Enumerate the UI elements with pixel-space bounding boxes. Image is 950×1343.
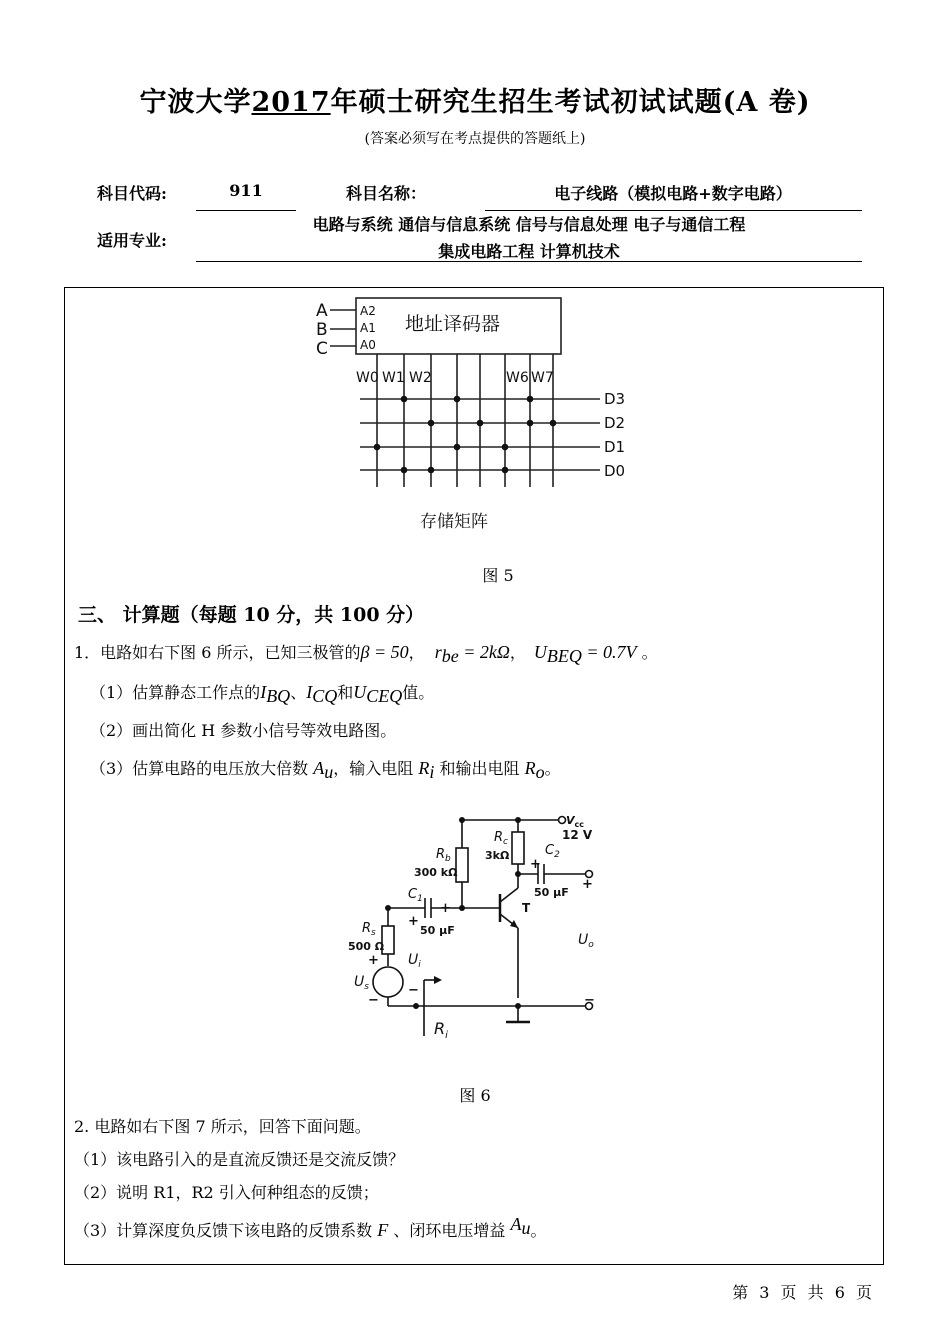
word-line-w6: W6: [506, 370, 529, 386]
major-line-2: 集成电路工程 计算机技术: [438, 242, 620, 261]
c1-value: 50 μF: [420, 924, 455, 937]
base-plus: +: [408, 914, 419, 929]
section-3-heading: 三、 计算题（每题 10 分，共 100 分）: [78, 604, 425, 626]
name-value: 电子线路（模拟电路+数字电路）: [554, 184, 792, 203]
q2-part-3: （3）计算深度负反馈下该电路的反馈系数 F 、闭环电压增益 $A_u$。: [74, 1214, 547, 1240]
rs-label: $R_s$: [362, 921, 376, 938]
page-number: 第 3 页 共 6 页: [732, 1283, 872, 1302]
transistor-label: T: [522, 901, 531, 915]
code-label: 科目代码:: [97, 184, 167, 203]
vcc-value: 12 V: [562, 828, 593, 842]
us-label: $U_s$: [354, 974, 369, 992]
figure-6: [340, 808, 620, 1048]
c2-value: 50 μF: [534, 886, 569, 899]
major-underline: [196, 261, 862, 262]
q1-stem: 1．电路如右下图 6 所示，已知三极管的β = 50， $r_{be} = 2k\Omega$， $U_{BEQ} = 0.7V$ 。: [74, 642, 658, 667]
rb-label: $R_b$: [436, 847, 451, 864]
output-minus: −: [584, 993, 595, 1008]
input-b: B: [316, 320, 328, 340]
word-line-w1: W1: [382, 370, 405, 386]
word-line-w2: W2: [409, 370, 432, 386]
figure-5: [300, 292, 645, 542]
c2-label: $C_2$: [545, 843, 560, 860]
pin-a1: A1: [360, 321, 376, 335]
q1-part-3: （3）估算电路的电压放大倍数 $A_u$，输入电阻 $R_i$ 和输出电阻 $R_o$。: [90, 758, 561, 783]
rc-label: $R_c$: [494, 830, 508, 847]
ui-label: $U_i$: [408, 952, 421, 970]
c1-plus: +: [440, 901, 451, 916]
decoder-label: 地址译码器: [405, 313, 501, 335]
data-line-d1: D1: [604, 438, 626, 456]
major-line-1: 电路与系统 通信与信息系统 信号与信息处理 电子与通信工程: [312, 215, 746, 234]
input-minus: −: [408, 983, 419, 998]
vcc-label: $V_{cc}$: [566, 814, 584, 829]
q1-part-2: （2）画出简化 H 参数小信号等效电路图。: [90, 721, 397, 740]
figure-5-caption: 图 5: [482, 566, 514, 585]
code-underline: [196, 210, 296, 211]
word-line-w0: W0: [356, 370, 379, 386]
q1-part-1: （1）估算静态工作点的$I_{BQ}$、$I_{CQ}$和$U_{CEQ}$值。: [90, 682, 435, 707]
source-minus: −: [368, 993, 379, 1008]
exam-title: 宁波大学2017年硕士研究生招生考试初试试题(A 卷): [139, 87, 811, 118]
resistor-rc: [512, 832, 524, 864]
code-value: 911: [229, 181, 263, 200]
q2-part-1: （1）该电路引入的是直流反馈还是交流反馈？: [74, 1150, 405, 1169]
rs-value: 500 Ω: [348, 940, 385, 953]
word-line-w7: W7: [531, 370, 554, 386]
name-underline: [485, 210, 862, 211]
data-line-d3: D3: [604, 390, 626, 408]
source-plus: +: [368, 953, 379, 968]
answer-note: (答案必须写在考点提供的答题纸上): [364, 131, 586, 147]
output-plus: +: [582, 877, 593, 892]
resistor-rb: [456, 848, 468, 882]
data-line-d2: D2: [604, 414, 626, 432]
c2-plus: +: [530, 857, 541, 872]
pin-a0: A0: [360, 338, 376, 352]
rc-value: 3kΩ: [485, 849, 510, 862]
pin-a2: A2: [360, 304, 376, 318]
uo-label: $U_o$: [578, 932, 594, 950]
ri-label: $R_i$: [434, 1019, 448, 1041]
q2-part-2: （2）说明 R1，R2 引入何种组态的反馈；: [74, 1183, 379, 1202]
q2-stem: 2. 电路如右下图 7 所示，回答下面问题。: [74, 1117, 371, 1136]
input-a: A: [316, 301, 328, 321]
input-c: C: [316, 339, 328, 359]
major-label: 适用专业:: [97, 231, 167, 250]
c1-label: $C_1$: [408, 887, 423, 904]
figure-6-caption: 图 6: [459, 1086, 491, 1105]
data-line-d0: D0: [604, 462, 626, 480]
rb-value: 300 kΩ: [414, 866, 458, 879]
name-label: 科目名称：: [346, 184, 427, 203]
matrix-label: 存储矩阵: [420, 512, 488, 532]
